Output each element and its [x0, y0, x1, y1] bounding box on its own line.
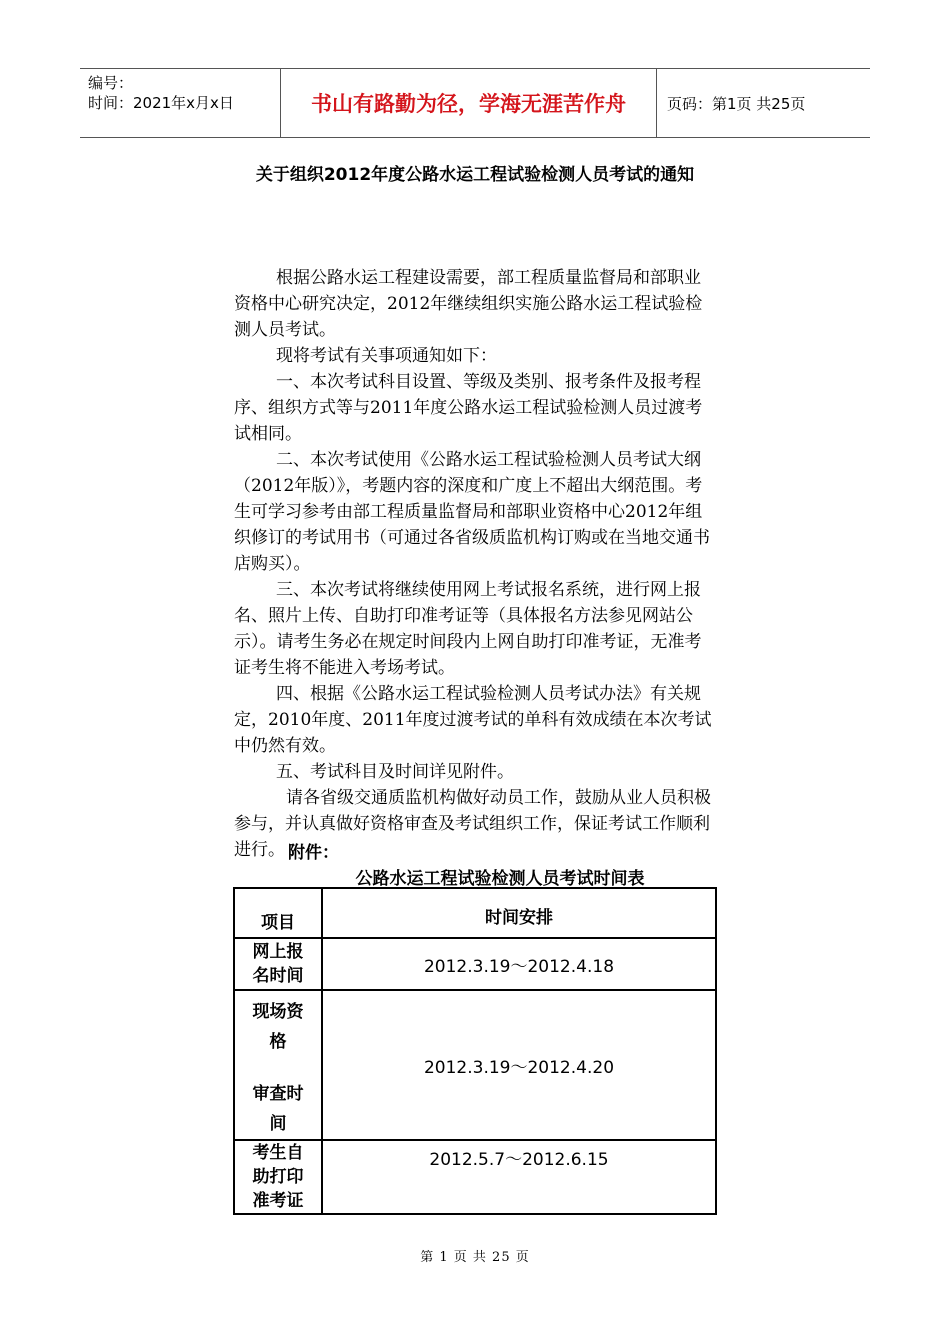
row-item: 网上报 名时间: [234, 938, 322, 990]
row-time: 2012.3.19～2012.4.20: [322, 990, 716, 1140]
table-row: [234, 1140, 716, 1214]
header-motto: 书山有路勤为径，学海无涯苦作舟: [281, 69, 657, 137]
serial-label: 编号：: [88, 74, 134, 92]
paragraph: 根据公路水运工程建设需要，部工程质量监督局和部职业资格中心研究决定，2012年继续组织实施公路水运工程试验检测人员考试。: [234, 268, 703, 340]
table-title: 公路水运工程试验检测人员考试时间表: [355, 869, 645, 889]
table-row: [234, 990, 716, 1140]
paragraph: 一、本次考试科目设置、等级及类别、报考条件及报考程序、组织方式等与2011年度公路水运工程试验检测人员过渡考试相同。: [234, 372, 703, 444]
paragraph: 现将考试有关事项通知如下：: [276, 346, 497, 366]
row-item: 考生自 助打印 准考证: [234, 1140, 322, 1214]
paragraph: 二、本次考试使用《公路水运工程试验检测人员考试大纲（2012年版）》，考题内容的深度和广度上不超出大纲范围。考生可学习参考由部工程质量监督局和部职业资格中心2012年组织修订的考试用书（可通过各省级质监机构订购或在当地交通书店购买）。: [234, 450, 710, 574]
schedule-table: [233, 887, 717, 1215]
header-meta: [80, 69, 281, 137]
header-time: 时间安排: [322, 888, 716, 938]
page-footer: 第 1 页 共 25 页: [420, 1250, 530, 1265]
header-item: 项目: [234, 888, 322, 938]
header-page-info: 页码：第1页 共25页: [667, 94, 806, 113]
table-header-row: [234, 888, 716, 938]
row-time: 2012.3.19～2012.4.18: [322, 938, 716, 990]
paragraph: 五、考试科目及时间详见附件。: [276, 762, 514, 782]
paragraph: 三、本次考试将继续使用网上考试报名系统，进行网上报名、照片上传、自助打印准考证等（具体报名方法参见网站公示）。请考生务必在规定时间段内上网自助打印准考证，无准考证考生将不能进入考场考试。: [234, 580, 702, 678]
paragraph: 请各省级交通质监机构做好动员工作，鼓励从业人员积极参与，并认真做好资格审查及考试组织工作，保证考试工作顺利进行。: [234, 788, 711, 860]
row-time: 2012.5.7～2012.6.15: [322, 1140, 716, 1214]
paragraph: 四、根据《公路水运工程试验检测人员考试办法》有关规定，2010年度、2011年度过渡考试的单科有效成绩在本次考试中仍然有效。: [234, 684, 712, 756]
document-body: [234, 265, 716, 863]
time-label: 时间：2021年x月x日: [88, 94, 234, 112]
row-item: 现场资 格 审查时 间: [234, 990, 322, 1140]
page-header: [80, 68, 870, 138]
document-title: 关于组织2012年度公路水运工程试验检测人员考试的通知: [255, 165, 695, 185]
annex-label: 附件：: [288, 843, 339, 863]
table-row: [234, 938, 716, 990]
